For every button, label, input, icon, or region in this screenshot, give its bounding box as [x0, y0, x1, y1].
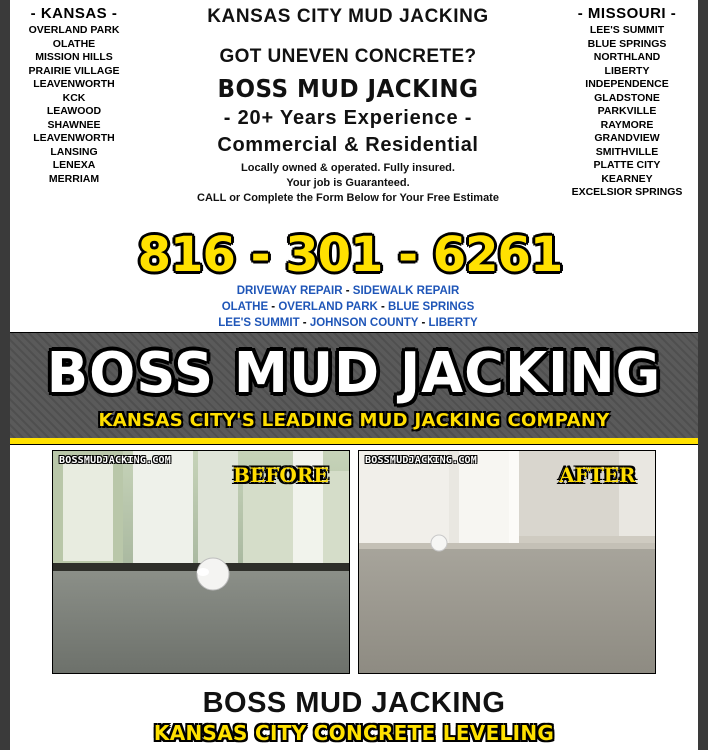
missouri-city: LEE'S SUMMIT: [589, 24, 665, 36]
link-overland-park[interactable]: OVERLAND PARK: [278, 301, 378, 313]
kansas-city: KCK: [62, 91, 86, 104]
link-separator: -: [342, 285, 353, 297]
missouri-city: LIBERTY: [604, 64, 650, 77]
missouri-city: GLADSTONE: [594, 91, 660, 104]
kansas-city: LENEXA: [52, 159, 96, 171]
owned-line: Locally owned & operated. Fully insured.: [241, 162, 455, 174]
watermark: BOSSMUDJACKING.COM: [365, 455, 477, 466]
missouri-city: INDEPENDENCE: [585, 78, 669, 90]
link-separator: -: [377, 301, 389, 313]
missouri-city: EXCELSIOR SPRINGS: [571, 186, 683, 198]
brand-name: BOSS MUD JACKING: [217, 74, 479, 103]
kansas-city: MISSION HILLS: [35, 51, 113, 63]
experience-line: - 20+ Years Experience -: [223, 107, 473, 129]
link-liberty[interactable]: LIBERTY: [428, 317, 478, 329]
missouri-city: RAYMORE: [600, 118, 654, 131]
after-photo: [358, 450, 656, 674]
hero-banner: [10, 332, 698, 443]
link-separator: -: [418, 317, 429, 329]
watermark: BOSSMUDJACKING.COM: [59, 455, 171, 466]
link-lees-summit[interactable]: LEE'S SUMMIT: [218, 317, 300, 329]
guarantee-line: Your job is Guaranteed.: [286, 177, 410, 189]
kansas-city: PRAIRIE VILLAGE: [28, 64, 120, 77]
link-driveway-repair[interactable]: DRIVEWAY REPAIR: [236, 285, 343, 297]
services-line: Commercial & Residential: [217, 134, 479, 156]
footer-subtitle: KANSAS CITY CONCRETE LEVELING: [153, 721, 555, 745]
missouri-city: NORTHLAND: [593, 51, 661, 63]
missouri-city: PARKVILLE: [597, 105, 657, 117]
missouri-city: GRANDVIEW: [594, 132, 660, 144]
missouri-city: SMITHVILLE: [595, 145, 659, 158]
kansas-city: MERRIAM: [48, 172, 100, 185]
kansas-city: OVERLAND PARK: [28, 24, 120, 36]
headline-question: GOT UNEVEN CONCRETE?: [219, 46, 477, 67]
missouri-city: KEARNEY: [601, 172, 653, 185]
missouri-heading: - MISSOURI -: [577, 5, 677, 22]
link-separator: -: [299, 317, 310, 329]
kansas-city: LEAVENWORTH: [33, 132, 115, 144]
links-row-1: [140, 283, 556, 299]
link-sidewalk-repair[interactable]: SIDEWALK REPAIR: [352, 285, 460, 297]
link-johnson-county[interactable]: JOHNSON COUNTY: [309, 317, 419, 329]
kansas-city: LEAWOOD: [46, 105, 102, 117]
footer-title: BOSS MUD JACKING: [202, 687, 506, 719]
link-olathe[interactable]: OLATHE: [221, 301, 269, 313]
link-blue-springs[interactable]: BLUE SPRINGS: [388, 301, 475, 313]
kansas-city: SHAWNEE: [47, 118, 101, 131]
banner-rule: [10, 438, 698, 445]
kansas-city: OLATHE: [52, 37, 96, 50]
links-row-3: [140, 315, 556, 331]
kansas-city: LANSING: [50, 145, 98, 158]
kansas-city: LEAVENWORTH: [33, 78, 115, 90]
site-title: KANSAS CITY MUD JACKING: [207, 6, 489, 27]
missouri-city: BLUE SPRINGS: [587, 37, 667, 50]
link-separator: -: [268, 301, 279, 313]
kansas-heading: - KANSAS -: [30, 5, 118, 22]
before-photo: [52, 450, 350, 674]
service-links: [140, 283, 556, 331]
banner-title: BOSS MUD JACKING: [46, 341, 662, 406]
after-label: AFTER: [559, 463, 636, 487]
cta-line: CALL or Complete the Form Below for Your Free Estimate: [197, 192, 499, 204]
phone-number[interactable]: 816 - 301 - 6261: [137, 227, 563, 283]
missouri-city: PLATTE CITY: [593, 159, 661, 171]
page: [10, 0, 698, 750]
before-label: BEFORE: [233, 463, 329, 487]
links-row-2: [140, 299, 556, 315]
banner-subtitle: KANSAS CITY'S LEADING MUD JACKING COMPANY: [98, 410, 610, 431]
missouri-city-list: [558, 4, 696, 200]
kansas-city-list: [10, 4, 138, 186]
header-center: [140, 0, 556, 206]
